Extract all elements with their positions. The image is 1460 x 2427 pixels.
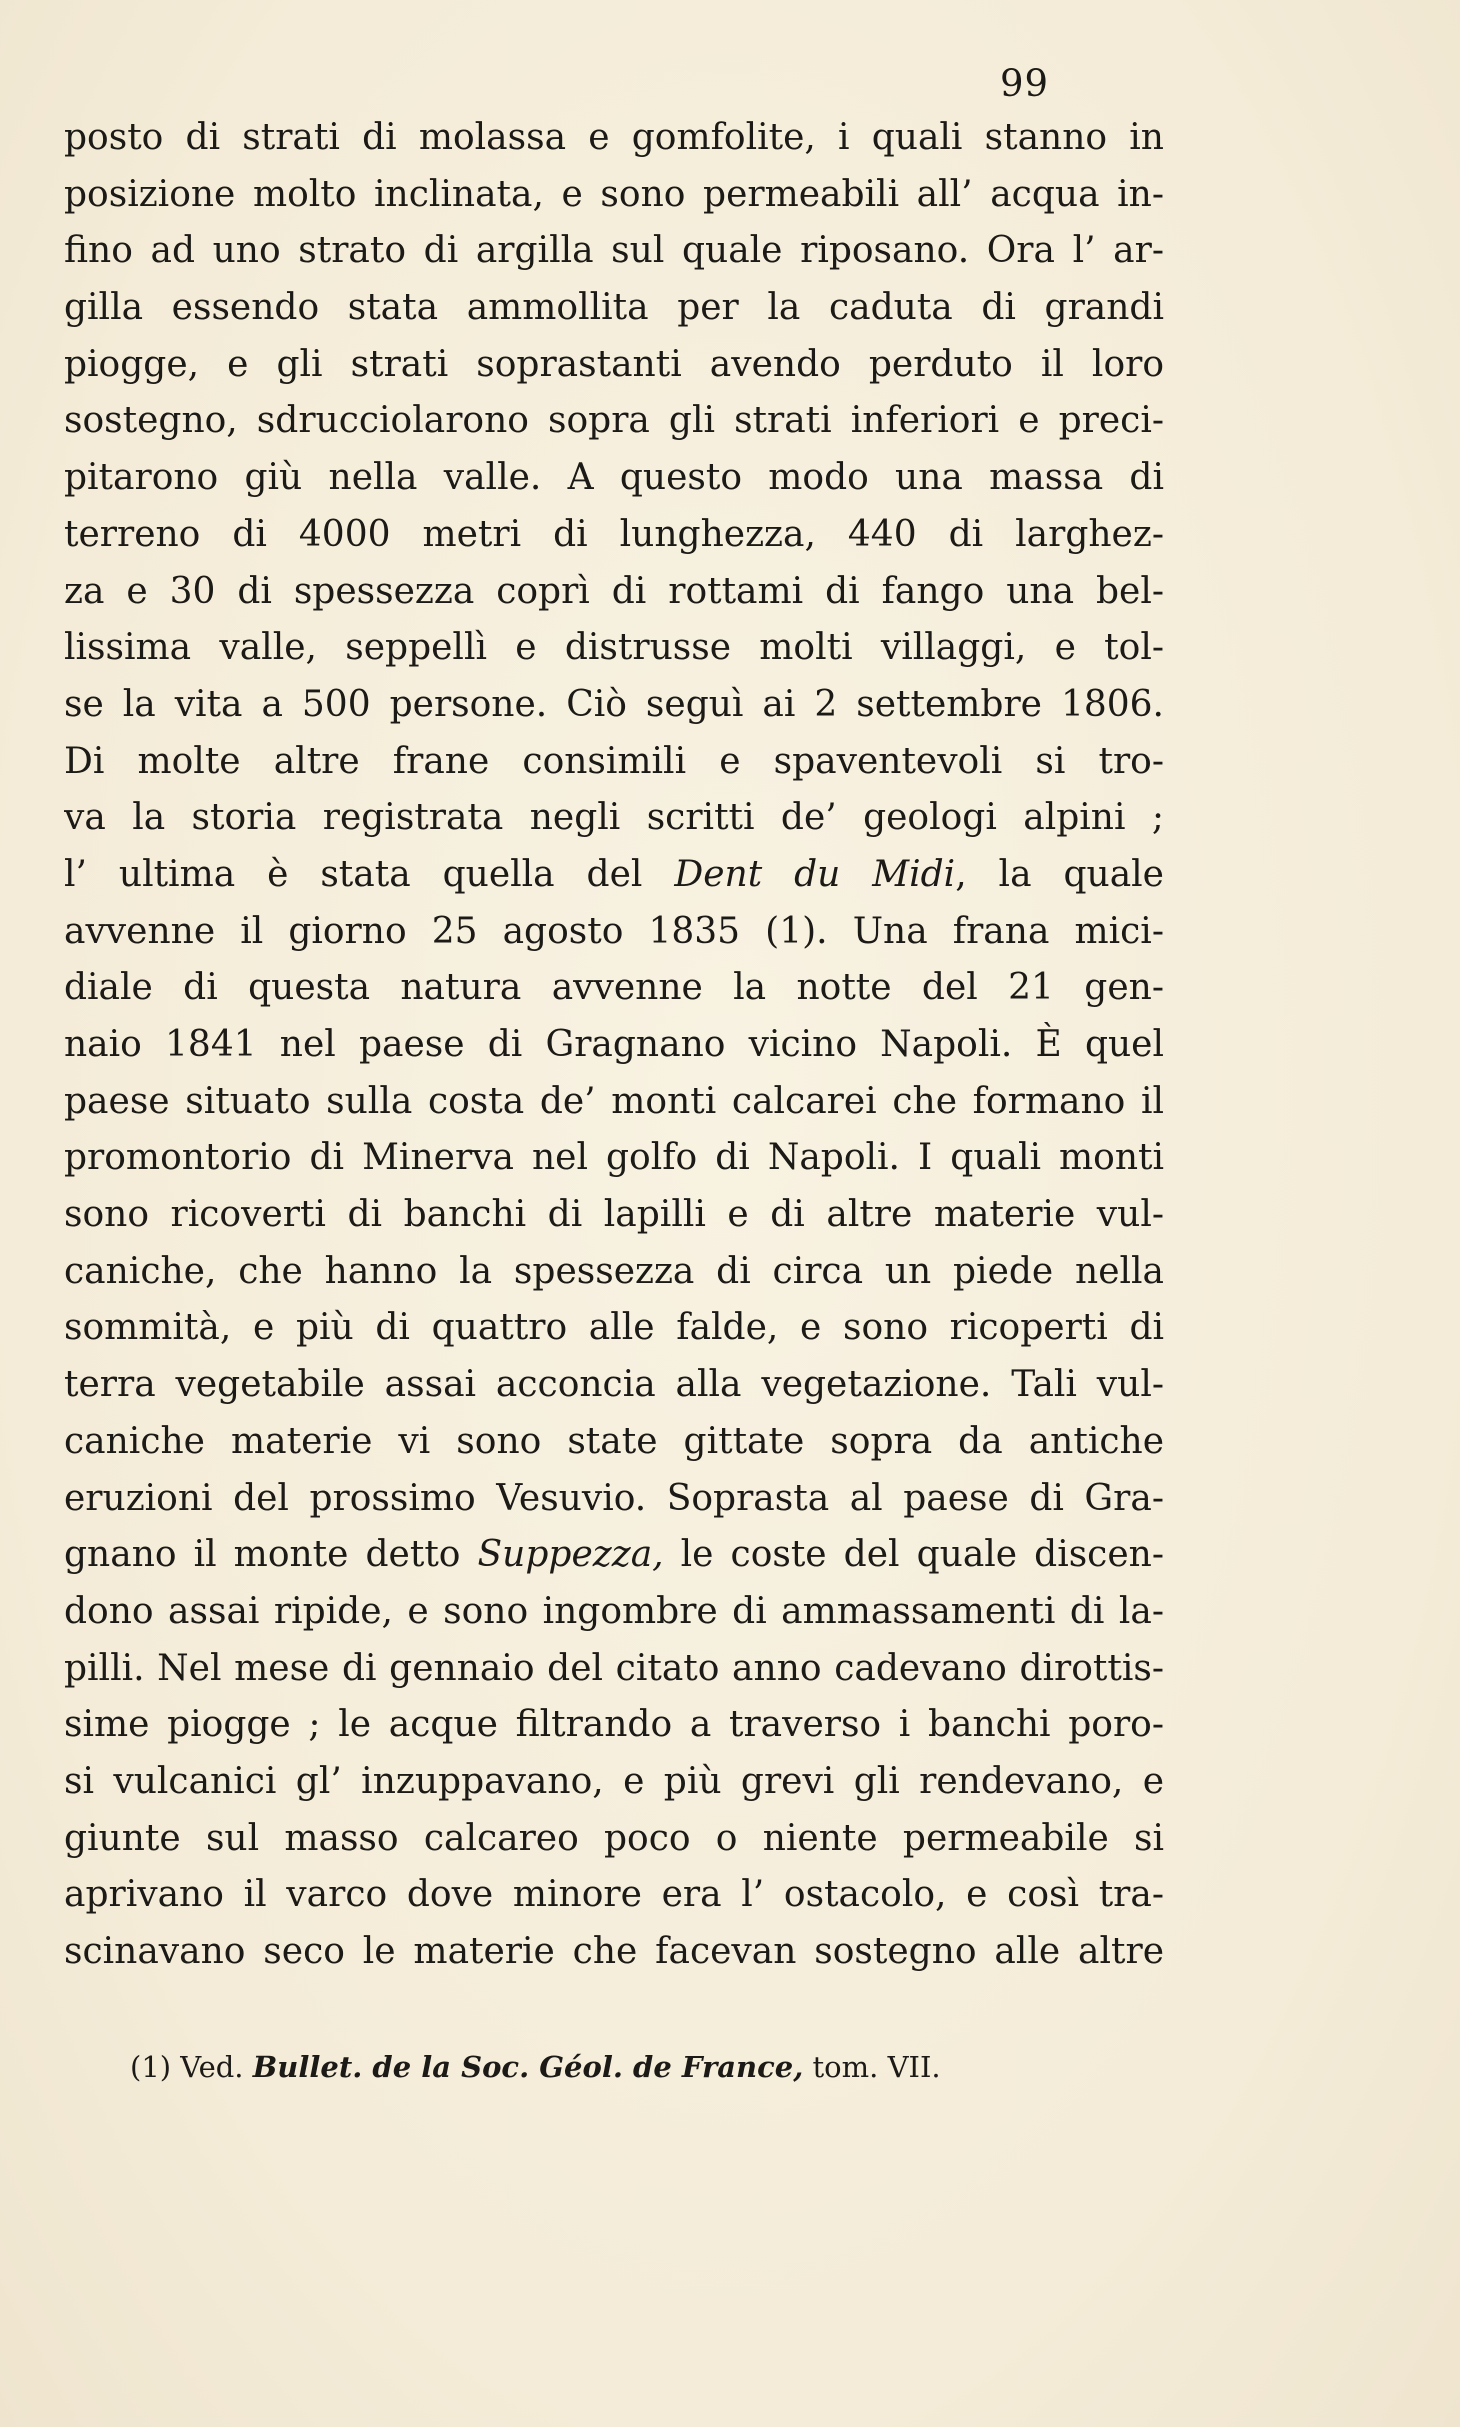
text-segment: gnano il monte detto xyxy=(64,1534,478,1576)
text-line xyxy=(64,1074,1164,1131)
text-line xyxy=(64,450,1164,507)
text-segment: naio 1841 nel paese di Gragnano vicino Napoli. È quel xyxy=(64,1024,1164,1065)
text-segment: , la quale xyxy=(955,853,1164,895)
text-line xyxy=(64,847,1164,904)
text-line xyxy=(64,564,1164,621)
text-segment: va la storia registrata negli scritti de’ geologi alpini ; xyxy=(64,797,1164,839)
footnote xyxy=(130,2050,1030,2084)
text-segment: caniche, che hanno la spessezza di circa un piede nella xyxy=(64,1250,1164,1292)
footnote-text: tom. VII. xyxy=(803,2050,941,2084)
text-line xyxy=(64,734,1164,791)
text-line xyxy=(64,393,1164,450)
page-number: 99 xyxy=(1000,62,1050,105)
text-line xyxy=(64,1811,1164,1868)
text-line xyxy=(64,1641,1164,1698)
text-segment: gilla essendo stata ammollita per la caduta di grandi xyxy=(64,287,1164,329)
text-line xyxy=(64,790,1164,847)
text-line xyxy=(64,1867,1164,1924)
text-line xyxy=(64,1017,1164,1074)
text-segment: diale di questa natura avvenne la notte del 21 gen- xyxy=(64,967,1164,1009)
text-segment: scinavano seco le materie che facevan sostegno alle altre xyxy=(64,1931,1164,1972)
text-segment: sono ricoverti di banchi di lapilli e di altre materie vul- xyxy=(64,1194,1164,1236)
text-line xyxy=(64,507,1164,564)
text-segment: pitarono giù nella valle. A questo modo una massa di xyxy=(64,457,1164,499)
text-segment: si vulcanici gl’ inzuppavano, e più grevi gli rendevano, e xyxy=(64,1760,1164,1802)
text-line xyxy=(64,1471,1164,1528)
text-line xyxy=(64,904,1164,961)
text-segment: le coste del quale discen- xyxy=(663,1534,1164,1576)
text-segment: sime piogge ; le acque filtrando a traverso i banchi poro- xyxy=(64,1704,1164,1746)
text-segment: Di molte altre frane consimili e spaventevoli si tro- xyxy=(64,740,1164,782)
text-segment: l’ ultima è stata quella del xyxy=(64,853,675,895)
text-line xyxy=(64,280,1164,337)
text-line xyxy=(64,1187,1164,1244)
text-segment: dono assai ripide, e sono ingombre di ammassamenti di la- xyxy=(64,1590,1164,1632)
text-line xyxy=(64,1244,1164,1301)
text-segment: posizione molto inclinata, e sono permeabili all’ acqua in- xyxy=(64,173,1164,215)
text-line xyxy=(64,1924,1164,1981)
text-segment: promontorio di Minerva nel golfo di Napoli. I quali monti xyxy=(64,1137,1164,1179)
footnote-citation: Bullet. de la Soc. Géol. de France, xyxy=(252,2050,804,2084)
text-line xyxy=(64,337,1164,394)
text-segment: eruzioni del prossimo Vesuvio. Soprasta al paese di Gra- xyxy=(64,1477,1164,1519)
text-line xyxy=(64,1754,1164,1811)
text-segment: sostegno, sdrucciolarono sopra gli strati inferiori e preci- xyxy=(64,400,1164,442)
text-line xyxy=(64,1357,1164,1414)
text-line xyxy=(64,1130,1164,1187)
text-segment: piogge, e gli strati soprastanti avendo perduto il loro xyxy=(64,343,1164,385)
text-segment: aprivano il varco dove minore era l’ ostacolo, e così tra- xyxy=(64,1874,1164,1916)
text-line xyxy=(64,1584,1164,1641)
text-segment: fino ad uno strato di argilla sul quale riposano. Ora l’ ar- xyxy=(64,230,1164,272)
text-segment: caniche materie vi sono state gittate sopra da antiche xyxy=(64,1420,1164,1462)
footnote-text: (1) Ved. xyxy=(130,2050,253,2084)
text-line xyxy=(64,960,1164,1017)
text-segment: avvenne il giorno 25 agosto 1835 (1). Una frana mici- xyxy=(64,910,1164,952)
text-line xyxy=(64,1300,1164,1357)
text-segment: giunte sul masso calcareo poco o niente permeabile si xyxy=(64,1817,1164,1859)
text-segment: za e 30 di spessezza coprì di rottami di fango una bel- xyxy=(64,570,1164,612)
text-segment: se la vita a 500 persone. Ciò seguì ai 2 settembre 1806. xyxy=(64,683,1164,725)
text-segment: terreno di 4000 metri di lunghezza, 440 di larghez- xyxy=(64,513,1164,555)
text-line xyxy=(64,1697,1164,1754)
text-segment: pilli. Nel mese di gennaio del citato anno cadevano dirottis- xyxy=(64,1647,1164,1689)
text-segment: paese situato sulla costa de’ monti calcarei che formano il xyxy=(64,1080,1164,1122)
italic-title: Suppezza, xyxy=(477,1534,664,1576)
text-line xyxy=(64,110,1164,167)
text-segment: posto di strati di molassa e gomfolite, i quali stanno in xyxy=(64,117,1164,158)
text-line xyxy=(64,167,1164,224)
text-line xyxy=(64,1414,1164,1471)
italic-title: Dent du Midi xyxy=(674,853,956,895)
text-line xyxy=(64,223,1164,280)
text-segment: lissima valle, seppellì e distrusse molti villaggi, e tol- xyxy=(64,627,1164,669)
text-segment: terra vegetabile assai acconcia alla vegetazione. Tali vul- xyxy=(64,1364,1164,1406)
text-line xyxy=(64,1527,1164,1584)
text-line xyxy=(64,620,1164,677)
text-segment: sommità, e più di quattro alle falde, e sono ricoperti di xyxy=(64,1307,1164,1349)
body-text xyxy=(64,110,1164,1981)
text-line xyxy=(64,677,1164,734)
